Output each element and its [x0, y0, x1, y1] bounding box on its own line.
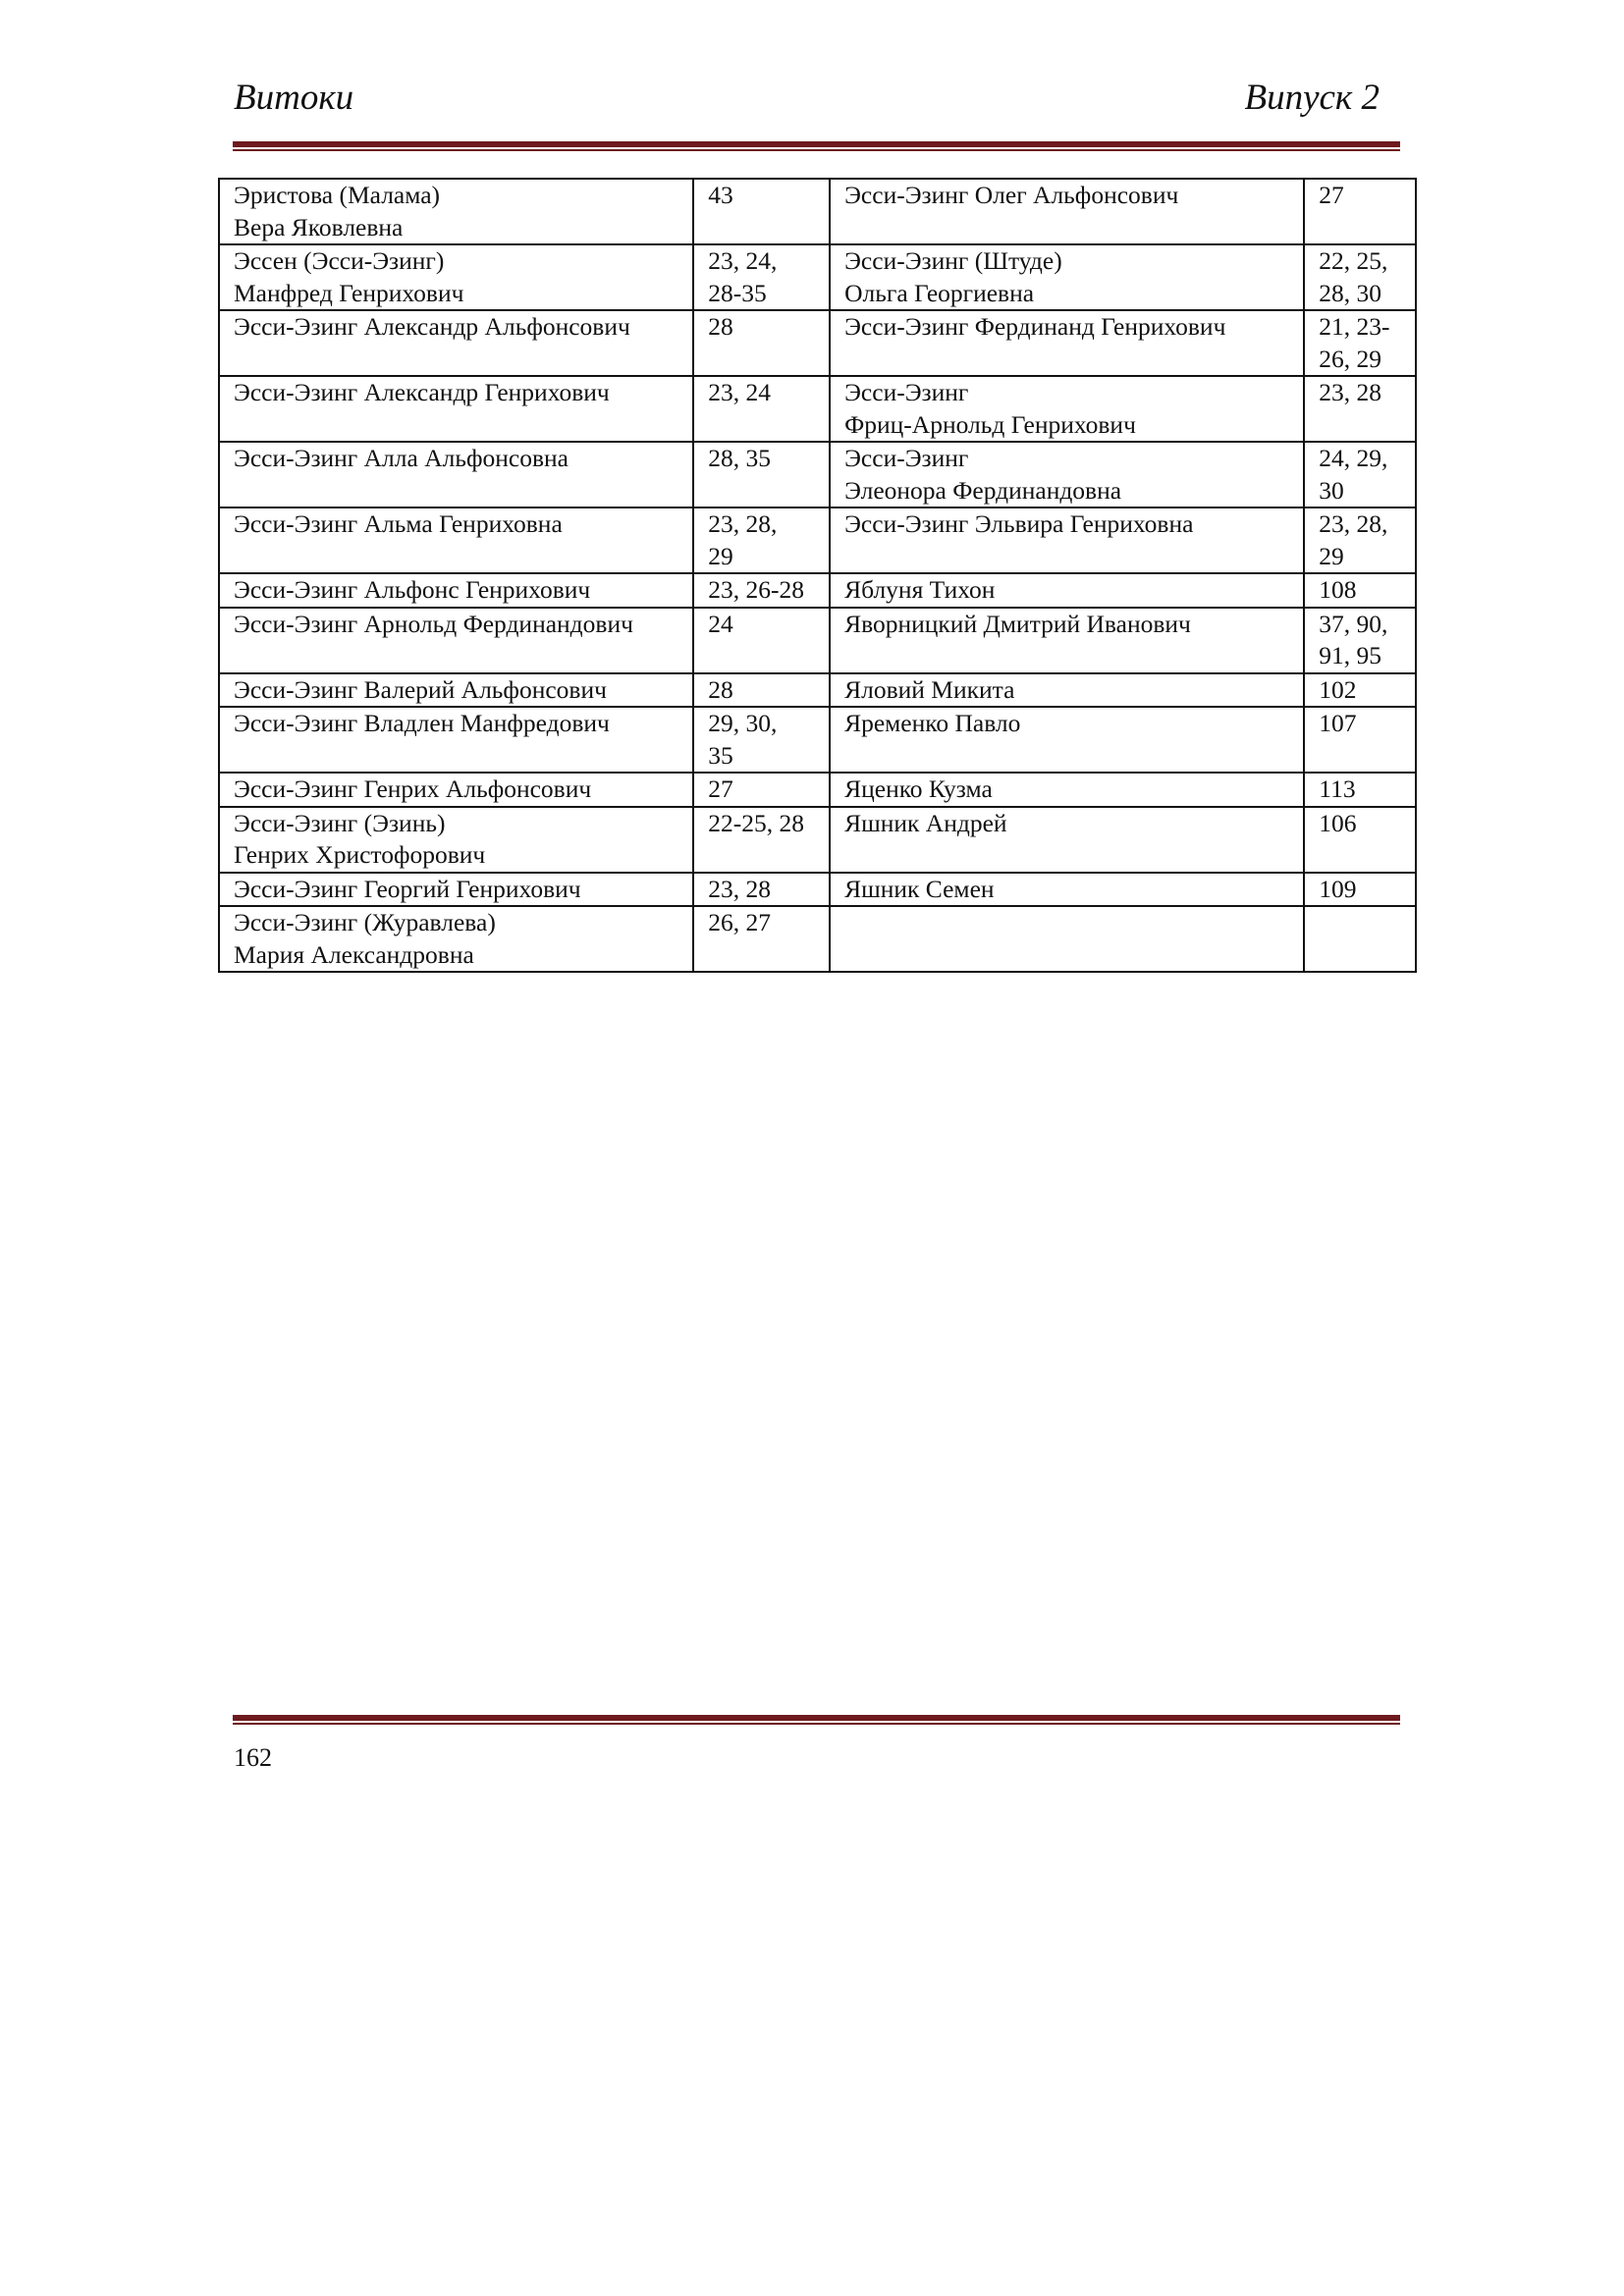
- table-row: [219, 807, 1416, 873]
- pages-cell: 23, 28: [1304, 376, 1416, 442]
- name-cell: Эристова (Малама) Вера Яковлевна: [219, 179, 693, 244]
- name-cell: Эссен (Эсси-Эзинг) Манфред Генрихович: [219, 244, 693, 310]
- name-cell: Эсси-Эзинг Валерий Альфонсович: [219, 673, 693, 708]
- name-cell: Эсси-Эзинг Владлен Манфредович: [219, 707, 693, 773]
- table-row: [219, 707, 1416, 773]
- index-table-body: [219, 179, 1416, 972]
- pages-cell: 102: [1304, 673, 1416, 708]
- pages-cell: 24: [693, 608, 830, 673]
- name-cell: Яворницкий Дмитрий Иванович: [830, 608, 1304, 673]
- table-row: [219, 376, 1416, 442]
- pages-cell: 22-25, 28: [693, 807, 830, 873]
- pages-cell: [1304, 906, 1416, 972]
- pages-cell: 108: [1304, 573, 1416, 608]
- issue-label: Випуск 2: [1244, 78, 1380, 118]
- pages-cell: 28: [693, 310, 830, 376]
- pages-cell: 27: [1304, 179, 1416, 244]
- name-cell: [830, 906, 1304, 972]
- name-cell: Эсси-Эзинг Александр Альфонсович: [219, 310, 693, 376]
- pages-cell: 24, 29, 30: [1304, 442, 1416, 507]
- name-cell: Яценко Кузма: [830, 773, 1304, 807]
- page-number: 162: [234, 1743, 272, 1772]
- pages-cell: 43: [693, 179, 830, 244]
- table-row: [219, 310, 1416, 376]
- table-row: [219, 773, 1416, 807]
- table-row: [219, 442, 1416, 507]
- pages-cell: 23, 28: [693, 873, 830, 907]
- name-cell: Эсси-Эзинг Георгий Генрихович: [219, 873, 693, 907]
- pages-cell: 28, 35: [693, 442, 830, 507]
- table-row: [219, 608, 1416, 673]
- pages-cell: 28: [693, 673, 830, 708]
- header-rule: [233, 141, 1400, 151]
- running-title: Витоки: [234, 78, 354, 118]
- name-cell: Эсси-Эзинг Эльвира Генриховна: [830, 507, 1304, 573]
- pages-cell: 23, 26-28: [693, 573, 830, 608]
- footer-rule: [233, 1715, 1400, 1725]
- index-table: [218, 178, 1417, 973]
- name-cell: Эсси-Эзинг Генрих Альфонсович: [219, 773, 693, 807]
- table-row: [219, 179, 1416, 244]
- pages-cell: 37, 90, 91, 95: [1304, 608, 1416, 673]
- table-row: [219, 573, 1416, 608]
- table-row: [219, 873, 1416, 907]
- name-cell: Эсси-Эзинг Олег Альфонсович: [830, 179, 1304, 244]
- name-cell: Эсси-Эзинг Элеонора Фердинандовна: [830, 442, 1304, 507]
- pages-cell: 23, 24, 28-35: [693, 244, 830, 310]
- pages-cell: 23, 28, 29: [1304, 507, 1416, 573]
- name-cell: Яблуня Тихон: [830, 573, 1304, 608]
- name-cell: Эсси-Эзинг Алла Альфонсовна: [219, 442, 693, 507]
- name-cell: Яшник Андрей: [830, 807, 1304, 873]
- table-row: [219, 673, 1416, 708]
- name-cell: Эсси-Эзинг Александр Генрихович: [219, 376, 693, 442]
- name-cell: Эсси-Эзинг Фриц-Арнольд Генрихович: [830, 376, 1304, 442]
- pages-cell: 109: [1304, 873, 1416, 907]
- name-cell: Яременко Павло: [830, 707, 1304, 773]
- pages-cell: 23, 24: [693, 376, 830, 442]
- pages-cell: 29, 30, 35: [693, 707, 830, 773]
- pages-cell: 21, 23- 26, 29: [1304, 310, 1416, 376]
- table-row: [219, 906, 1416, 972]
- name-cell: Эсси-Эзинг Альма Генриховна: [219, 507, 693, 573]
- pages-cell: 107: [1304, 707, 1416, 773]
- name-cell: Эсси-Эзинг Альфонс Генрихович: [219, 573, 693, 608]
- table-row: [219, 507, 1416, 573]
- name-cell: Яшник Семен: [830, 873, 1304, 907]
- name-cell: Эсси-Эзинг Арнольд Фердинандович: [219, 608, 693, 673]
- name-cell: Эсси-Эзинг (Штуде) Ольга Георгиевна: [830, 244, 1304, 310]
- name-cell: Эсси-Эзинг (Журавлева) Мария Александровна: [219, 906, 693, 972]
- pages-cell: 26, 27: [693, 906, 830, 972]
- pages-cell: 27: [693, 773, 830, 807]
- pages-cell: 106: [1304, 807, 1416, 873]
- name-cell: Яловий Микита: [830, 673, 1304, 708]
- pages-cell: 113: [1304, 773, 1416, 807]
- table-row: [219, 244, 1416, 310]
- name-cell: Эсси-Эзинг Фердинанд Генрихович: [830, 310, 1304, 376]
- name-cell: Эсси-Эзинг (Эзинь) Генрих Христофорович: [219, 807, 693, 873]
- pages-cell: 22, 25, 28, 30: [1304, 244, 1416, 310]
- pages-cell: 23, 28, 29: [693, 507, 830, 573]
